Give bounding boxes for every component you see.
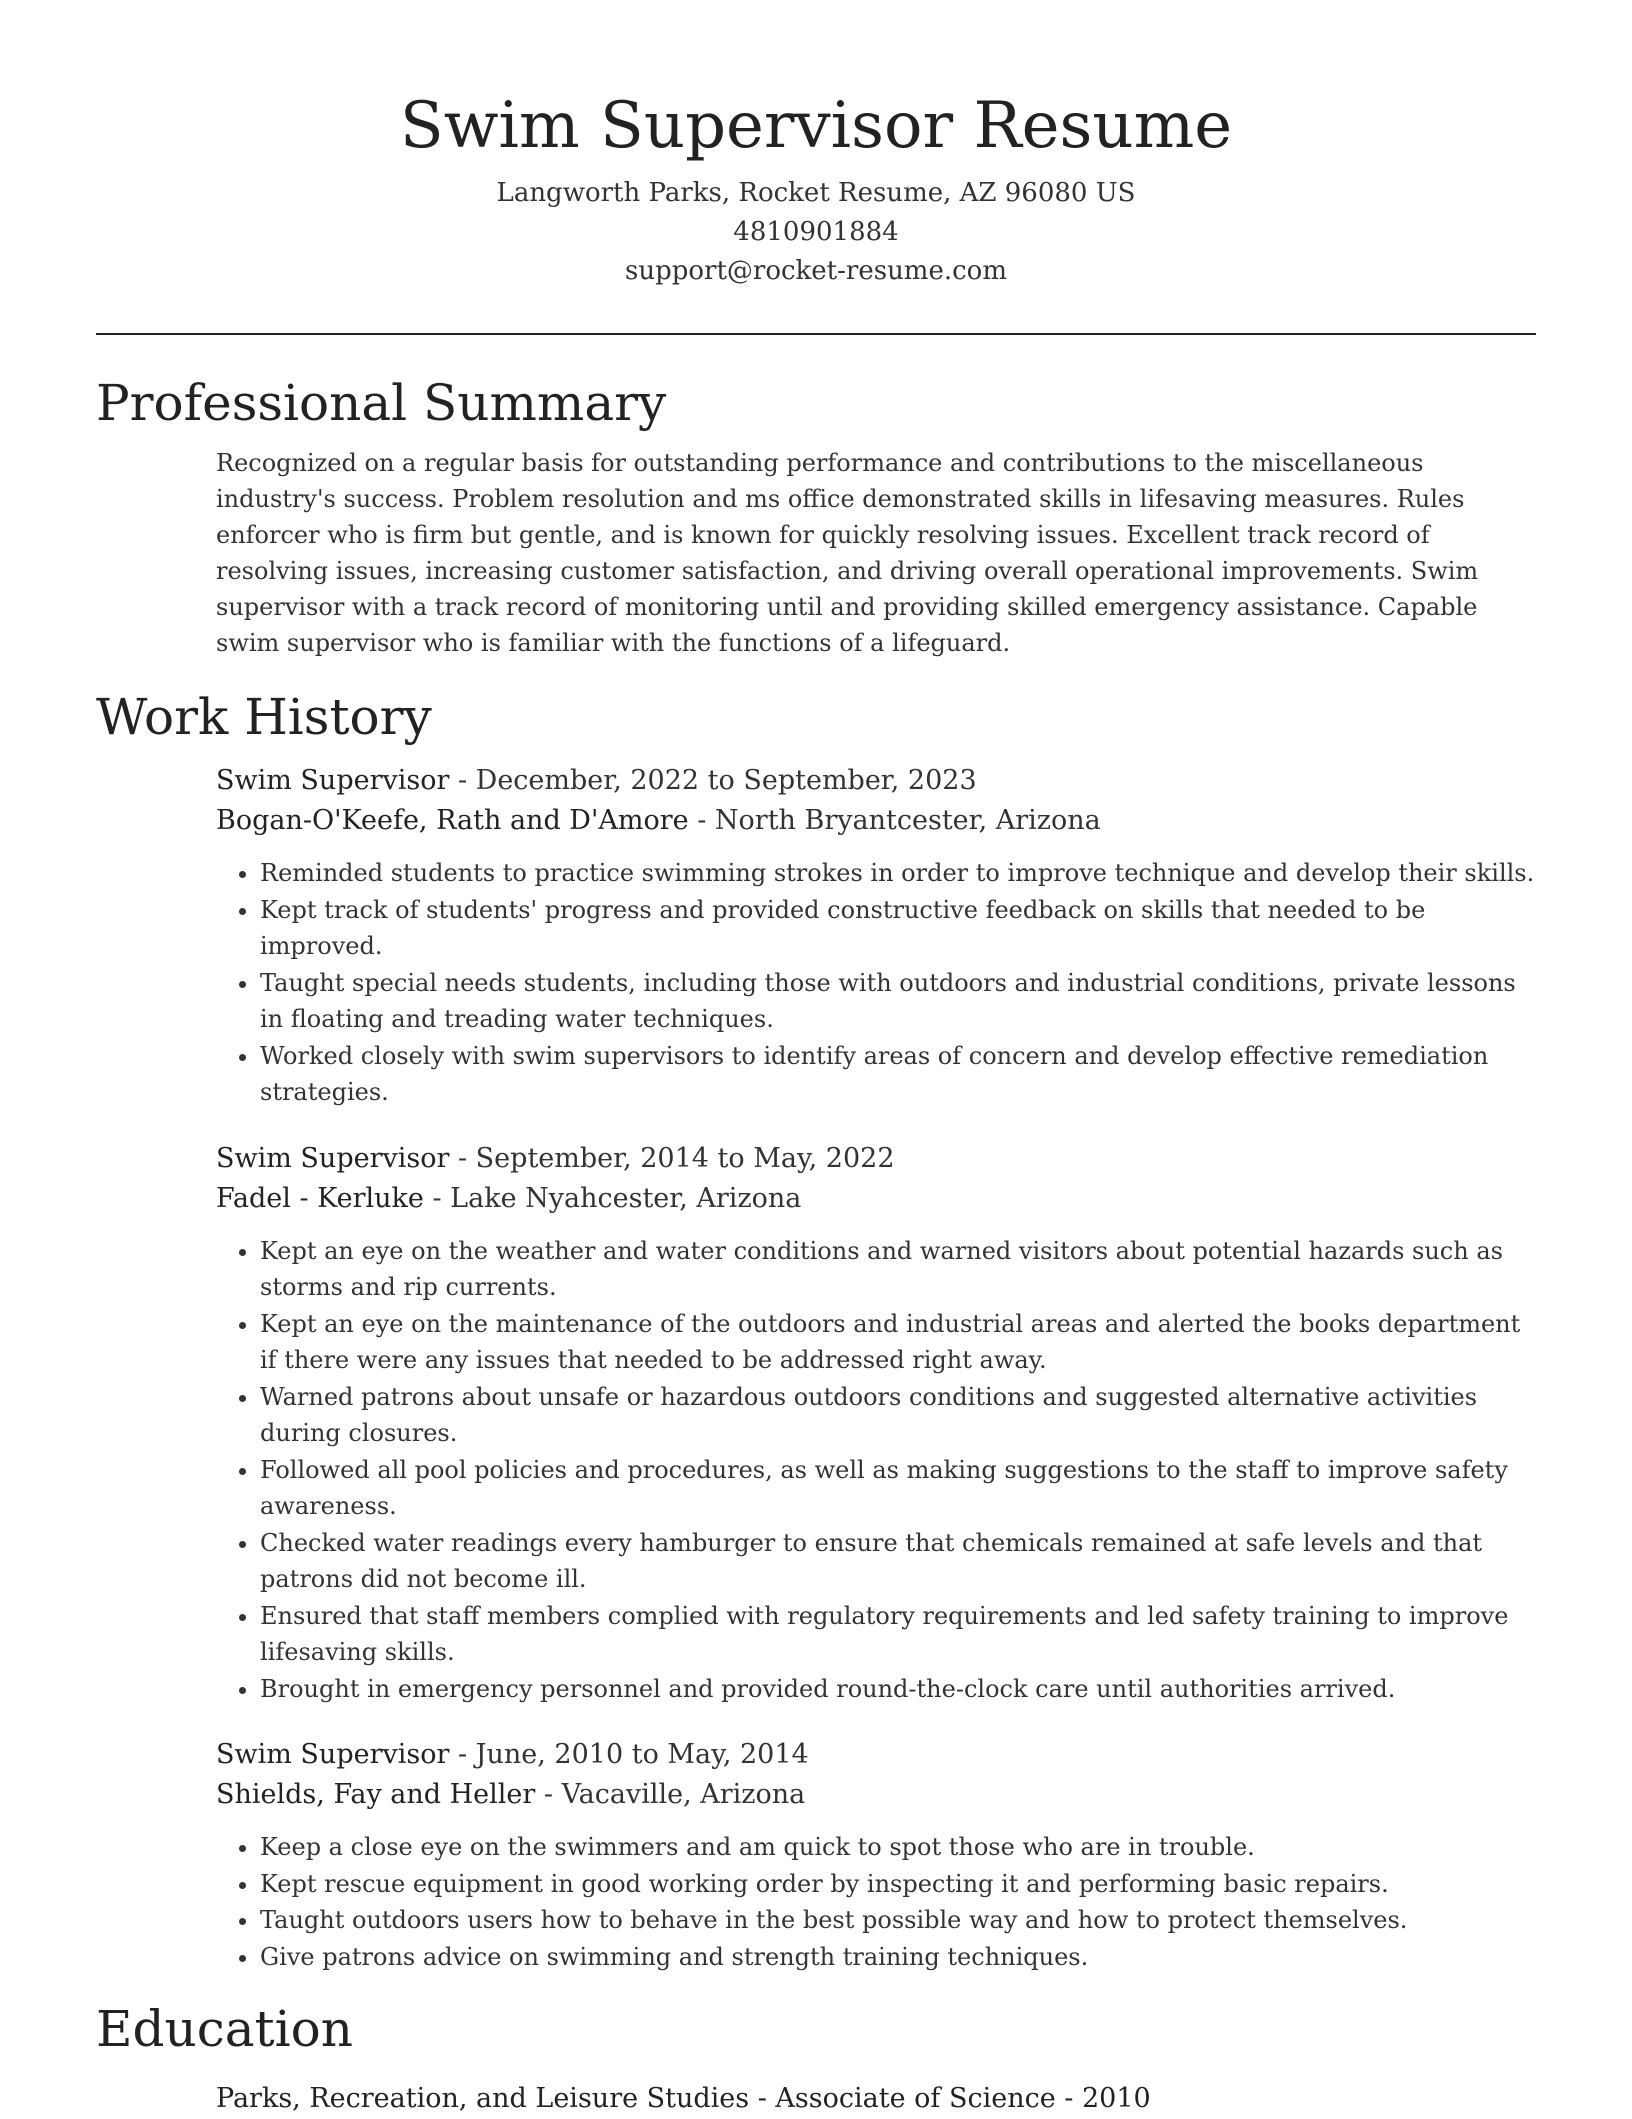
job-company: Bogan-O'Keefe, Rath and D'Amore [216, 805, 689, 836]
job-bullet: • Worked closely with swim supervisors to identify areas of concern and develop effective remediation strategies. [260, 1038, 1536, 1111]
job-bullets [216, 1829, 1536, 1975]
job-bullet: • Followed all pool policies and procedures, as well as making suggestions to the staff to improve safety awareness. [260, 1452, 1536, 1525]
job-company: Fadel - Kerluke [216, 1182, 424, 1214]
work-history-heading: Work History [96, 688, 432, 746]
education-heading: Education [96, 2000, 353, 2058]
job-bullets [216, 1233, 1536, 1708]
job-bullet: • Taught special needs students, including those with outdoors and industrial conditions, private lessons in floating and treading water techniques. [260, 965, 1536, 1038]
job-bullets [216, 855, 1536, 1111]
summary-section [216, 445, 1536, 661]
job-entry [216, 1735, 1536, 1975]
job-bullet: • Reminded students to practice swimming strokes in order to improve technique and develop their skills. [260, 855, 1536, 892]
job-bullet: • Kept an eye on the weather and water conditions and warned visitors about potential hazards such as storms and rip currents. [260, 1233, 1536, 1306]
job-location: - North Bryantcester, Arizona [688, 805, 1101, 836]
job-company-line [216, 1179, 1536, 1219]
job-title: Swim Supervisor [216, 765, 450, 796]
job-bullet: • Checked water readings every hamburger to ensure that chemicals remained at safe levels and that patrons did not become ill. [260, 1525, 1536, 1598]
job-dates: - September, 2014 to May, 2022 [449, 1142, 895, 1174]
job-dates: - December, 2022 to September, 2023 [449, 765, 977, 796]
job-entry [216, 1139, 1536, 1708]
resume-page [96, 0, 1536, 2119]
contact-info [96, 174, 1536, 291]
job-location: - Vacaville, Arizona [535, 1779, 806, 1810]
job-bullet: • Ensured that staff members complied with regulatory requirements and led safety training to improve lifesaving skills. [260, 1598, 1536, 1671]
job-location: - Lake Nyahcester, Arizona [423, 1182, 802, 1214]
job-entry [216, 761, 1536, 1111]
job-title-line [216, 1735, 1536, 1775]
contact-email: support@rocket-resume.com [624, 256, 1007, 286]
summary-heading: Professional Summary [96, 374, 667, 432]
job-bullet: • Taught outdoors users how to behave in the best possible way and how to protect themselves. [260, 1902, 1536, 1939]
job-bullet: • Brought in emergency personnel and provided round-the-clock care until authorities arrived. [260, 1671, 1536, 1708]
job-bullet: • Kept an eye on the maintenance of the outdoors and industrial areas and alerted the books department if there were any issues that needed to be addressed right away. [260, 1306, 1536, 1379]
job-bullet: • Warned patrons about unsafe or hazardous outdoors conditions and suggested alternative activities during closures. [260, 1379, 1536, 1452]
job-dates: - June, 2010 to May, 2014 [449, 1739, 809, 1770]
resume-title: Swim Supervisor Resume [399, 89, 1233, 163]
header-divider [96, 333, 1536, 335]
job-company-line [216, 801, 1536, 841]
contact-address: Langworth Parks, Rocket Resume, AZ 96080 US [496, 178, 1136, 208]
job-company: Shields, Fay and Heller [216, 1779, 536, 1810]
job-bullet: • Give patrons advice on swimming and strength training techniques. [260, 1939, 1536, 1976]
job-title: Swim Supervisor [216, 1739, 450, 1770]
job-title: Swim Supervisor [216, 1142, 450, 1174]
summary-text: Recognized on a regular basis for outstanding performance and contributions to the miscellaneous industry's success. Problem resolution and ms office demonstrated skills in lifesaving measures. Rules enforcer who is firm but gentle, and is known for quickly resolving issues. Excellent track record of resolving issues, increasing customer satisfaction, and driving overall operational improvements. Swim supervisor with a track record of monitoring until and providing skilled emergency assistance. Capable swim supervisor who is familiar with the functions of a lifeguard. [216, 449, 1479, 657]
contact-phone: 4810901884 [733, 217, 899, 247]
job-bullet: • Keep a close eye on the swimmers and am quick to spot those who are in trouble. [260, 1829, 1536, 1866]
resume-header [96, 0, 1536, 291]
education-entry: Parks, Recreation, and Leisure Studies - Associate of Science - 2010 [216, 2083, 1151, 2114]
job-company-line [216, 1775, 1536, 1815]
job-title-line [216, 1139, 1536, 1179]
job-bullet: • Kept track of students' progress and provided constructive feedback on skills that needed to be improved. [260, 892, 1536, 965]
education-section [216, 2079, 1536, 2119]
job-bullet: • Kept rescue equipment in good working order by inspecting it and performing basic repairs. [260, 1866, 1536, 1903]
job-title-line [216, 761, 1536, 801]
work-history-section [216, 761, 1536, 1975]
